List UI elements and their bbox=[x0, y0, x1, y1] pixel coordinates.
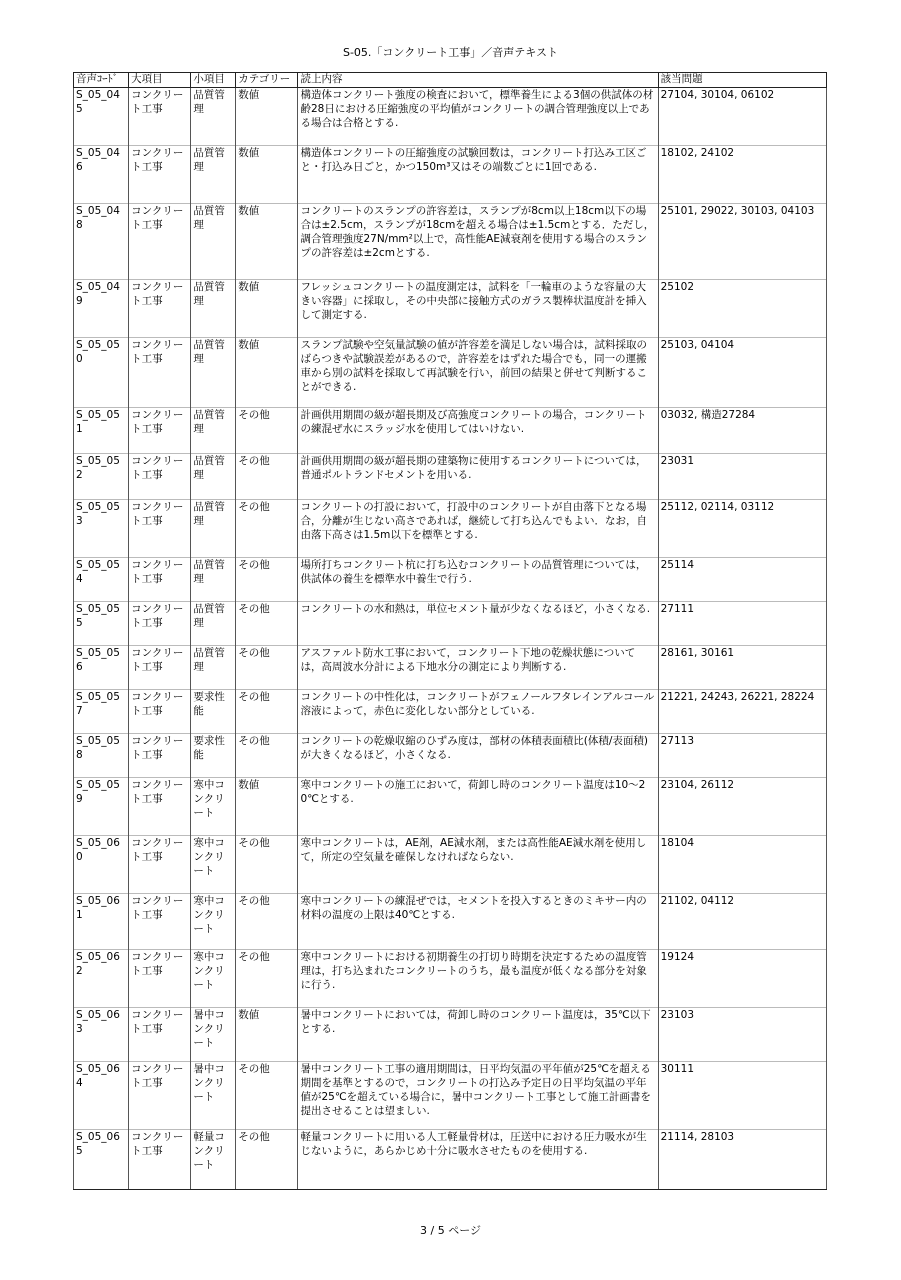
row-reading-text: コンクリートの乾燥収縮のひずみ度は，部材の体積表面積比(体積/表面積)が大きくなるほど，小さくなる. bbox=[298, 734, 658, 778]
row-category: その他 bbox=[236, 500, 298, 558]
table-row bbox=[74, 408, 827, 454]
row-minor-item: 暑中コンクリート bbox=[191, 1062, 236, 1130]
table-row bbox=[74, 950, 827, 1008]
row-question-numbers: 27104, 30104, 06102 bbox=[658, 88, 826, 146]
row-category: その他 bbox=[236, 894, 298, 950]
row-major-item: コンクリート工事 bbox=[129, 950, 191, 1008]
row-question-numbers: 27111 bbox=[658, 602, 826, 646]
row-code: S_05_057 bbox=[74, 690, 129, 734]
table-row bbox=[74, 280, 827, 338]
table-row bbox=[74, 894, 827, 950]
table-row bbox=[74, 204, 827, 280]
row-code: S_05_063 bbox=[74, 1008, 129, 1062]
row-major-item: コンクリート工事 bbox=[129, 690, 191, 734]
row-major-item: コンクリート工事 bbox=[129, 894, 191, 950]
page-header-title: S-05.「コンクリート工事」／音声テキスト bbox=[342, 46, 558, 59]
row-major-item: コンクリート工事 bbox=[129, 408, 191, 454]
row-reading-text: コンクリートの打設において，打設中のコンクリートが自由落下となる場合，分離が生じない高さであれば，継続して打ち込んでもよい．なお，自由落下高さは1.5m以下を標準とする. bbox=[298, 500, 658, 558]
row-code: S_05_049 bbox=[74, 280, 129, 338]
row-category: その他 bbox=[236, 454, 298, 500]
row-reading-text: 寒中コンクリートにおける初期養生の打切り時期を決定するための温度管理は，打ち込まれたコンクリートのうち，最も温度が低くなる部分を対象に行う. bbox=[298, 950, 658, 1008]
row-reading-text: コンクリートのスランプの許容差は，スランプが8cm以上18cm以下の場合は±2.5cm，スランプが18cmを超える場合は±1.5cmとする．ただし，調合管理強度27N/mm²以上で，高性能AE減衰剤を使用する場合のスランプの許容差は±2cmとする. bbox=[298, 204, 658, 280]
row-code: S_05_060 bbox=[74, 836, 129, 894]
table-row bbox=[74, 500, 827, 558]
page-number: 3 / 5 ページ bbox=[420, 1224, 481, 1237]
row-code: S_05_062 bbox=[74, 950, 129, 1008]
row-question-numbers: 27113 bbox=[658, 734, 826, 778]
row-major-item: コンクリート工事 bbox=[129, 734, 191, 778]
column-header-category: カテゴリー bbox=[236, 73, 298, 88]
row-reading-text: フレッシュコンクリートの温度測定は，試料を「一輪車のような容量の大きい容器」に採取し，その中央部に接触方式のガラス製棒状温度計を挿入して測定する. bbox=[298, 280, 658, 338]
row-code: S_05_050 bbox=[74, 338, 129, 408]
row-code: S_05_052 bbox=[74, 454, 129, 500]
row-reading-text: 軽量コンクリートに用いる人工軽量骨材は，圧送中における圧力吸水が生じないように，あらかじめ十分に吸水させたものを使用する. bbox=[298, 1130, 658, 1190]
row-major-item: コンクリート工事 bbox=[129, 1008, 191, 1062]
row-major-item: コンクリート工事 bbox=[129, 646, 191, 690]
row-major-item: コンクリート工事 bbox=[129, 88, 191, 146]
row-reading-text: 暑中コンクリート工事の適用期間は，日平均気温の平年値が25℃を超える期間を基準とするので，コンクリートの打込み予定日の日平均気温の平年値が25℃を超えている場合に，暑中コンクリート工事として施工計画書を提出させることは望ましい. bbox=[298, 1062, 658, 1130]
row-question-numbers: 21114, 28103 bbox=[658, 1130, 826, 1190]
table-row bbox=[74, 734, 827, 778]
audio-text-table bbox=[73, 72, 827, 1190]
table-row bbox=[74, 836, 827, 894]
row-question-numbers: 03032, 構造27284 bbox=[658, 408, 826, 454]
row-category: 数値 bbox=[236, 778, 298, 836]
row-question-numbers: 21221, 24243, 26221, 28224 bbox=[658, 690, 826, 734]
row-major-item: コンクリート工事 bbox=[129, 778, 191, 836]
row-minor-item: 軽量コンクリート bbox=[191, 1130, 236, 1190]
row-reading-text: 暑中コンクリートにおいては，荷卸し時のコンクリート温度は，35℃以下とする. bbox=[298, 1008, 658, 1062]
row-question-numbers: 25102 bbox=[658, 280, 826, 338]
row-category: その他 bbox=[236, 1130, 298, 1190]
row-minor-item: 要求性能 bbox=[191, 690, 236, 734]
row-question-numbers: 23104, 26112 bbox=[658, 778, 826, 836]
row-code: S_05_048 bbox=[74, 204, 129, 280]
table-header-row bbox=[74, 73, 827, 88]
row-question-numbers: 25103, 04104 bbox=[658, 338, 826, 408]
row-category: その他 bbox=[236, 408, 298, 454]
row-major-item: コンクリート工事 bbox=[129, 558, 191, 602]
row-reading-text: コンクリートの水和熱は，単位セメント量が少なくなるほど，小さくなる. bbox=[298, 602, 658, 646]
row-minor-item: 暑中コンクリート bbox=[191, 1008, 236, 1062]
row-major-item: コンクリート工事 bbox=[129, 836, 191, 894]
row-question-numbers: 18104 bbox=[658, 836, 826, 894]
row-category: その他 bbox=[236, 836, 298, 894]
table-row bbox=[74, 646, 827, 690]
row-minor-item: 寒中コンクリート bbox=[191, 894, 236, 950]
row-minor-item: 品質管理 bbox=[191, 558, 236, 602]
row-question-numbers: 25114 bbox=[658, 558, 826, 602]
row-reading-text: 計画供用期間の級が超長期及び高強度コンクリートの場合，コンクリートの練混ぜ水にスラッジ水を使用してはいけない. bbox=[298, 408, 658, 454]
row-major-item: コンクリート工事 bbox=[129, 454, 191, 500]
row-major-item: コンクリート工事 bbox=[129, 602, 191, 646]
row-category: その他 bbox=[236, 1062, 298, 1130]
row-category: その他 bbox=[236, 558, 298, 602]
table-row bbox=[74, 88, 827, 146]
table-row bbox=[74, 690, 827, 734]
row-question-numbers: 21102, 04112 bbox=[658, 894, 826, 950]
row-reading-text: スランプ試験や空気量試験の値が許容差を満足しない場合は，試料採取のばらつきや試験誤差があるので，許容差をはずれた場合でも，同一の運搬車から別の試料を採取して再試験を行い，前回の結果と併せて判断することができる. bbox=[298, 338, 658, 408]
row-code: S_05_055 bbox=[74, 602, 129, 646]
row-major-item: コンクリート工事 bbox=[129, 146, 191, 204]
row-category: その他 bbox=[236, 602, 298, 646]
row-major-item: コンクリート工事 bbox=[129, 1130, 191, 1190]
column-header-code: 音声ｺｰﾄﾞ bbox=[74, 73, 129, 88]
row-minor-item: 品質管理 bbox=[191, 500, 236, 558]
row-category: 数値 bbox=[236, 204, 298, 280]
row-reading-text: 場所打ちコンクリート杭に打ち込むコンクリートの品質管理については，供試体の養生を標準水中養生で行う. bbox=[298, 558, 658, 602]
row-question-numbers: 19124 bbox=[658, 950, 826, 1008]
row-major-item: コンクリート工事 bbox=[129, 1062, 191, 1130]
row-minor-item: 品質管理 bbox=[191, 88, 236, 146]
row-reading-text: 寒中コンクリートの施工において，荷卸し時のコンクリート温度は10～20℃とする. bbox=[298, 778, 658, 836]
row-major-item: コンクリート工事 bbox=[129, 338, 191, 408]
row-question-numbers: 25112, 02114, 03112 bbox=[658, 500, 826, 558]
row-minor-item: 寒中コンクリート bbox=[191, 778, 236, 836]
row-code: S_05_054 bbox=[74, 558, 129, 602]
row-minor-item: 品質管理 bbox=[191, 602, 236, 646]
table-body bbox=[74, 88, 827, 1190]
row-reading-text: コンクリートの中性化は，コンクリートがフェノールフタレインアルコール溶液によって，赤色に変化しない部分としている. bbox=[298, 690, 658, 734]
row-minor-item: 品質管理 bbox=[191, 204, 236, 280]
row-minor-item: 品質管理 bbox=[191, 454, 236, 500]
row-minor-item: 寒中コンクリート bbox=[191, 836, 236, 894]
row-question-numbers: 30111 bbox=[658, 1062, 826, 1130]
table-row bbox=[74, 1062, 827, 1130]
row-reading-text: 寒中コンクリートは，AE剤，AE減水剤，または高性能AE減水剤を使用して，所定の空気量を確保しなければならない. bbox=[298, 836, 658, 894]
table-row bbox=[74, 558, 827, 602]
row-reading-text: 構造体コンクリート強度の検査において，標準養生による3個の供試体の材齢28日における圧縮強度の平均値がコンクリートの調合管理強度以上である場合は合格とする. bbox=[298, 88, 658, 146]
row-category: 数値 bbox=[236, 338, 298, 408]
row-code: S_05_065 bbox=[74, 1130, 129, 1190]
row-reading-text: 寒中コンクリートの練混ぜでは，セメントを投入するときのミキサー内の材料の温度の上限は40℃とする. bbox=[298, 894, 658, 950]
table-row bbox=[74, 778, 827, 836]
row-code: S_05_059 bbox=[74, 778, 129, 836]
table-row bbox=[74, 602, 827, 646]
row-code: S_05_064 bbox=[74, 1062, 129, 1130]
row-major-item: コンクリート工事 bbox=[129, 280, 191, 338]
table-row bbox=[74, 1008, 827, 1062]
row-category: 数値 bbox=[236, 280, 298, 338]
row-minor-item: 品質管理 bbox=[191, 646, 236, 690]
row-minor-item: 品質管理 bbox=[191, 338, 236, 408]
row-category: 数値 bbox=[236, 1008, 298, 1062]
row-question-numbers: 23031 bbox=[658, 454, 826, 500]
row-category: その他 bbox=[236, 690, 298, 734]
row-question-numbers: 25101, 29022, 30103, 04103 bbox=[658, 204, 826, 280]
column-header-text: 読上内容 bbox=[298, 73, 658, 88]
table-row bbox=[74, 1130, 827, 1190]
row-minor-item: 寒中コンクリート bbox=[191, 950, 236, 1008]
row-code: S_05_061 bbox=[74, 894, 129, 950]
row-category: その他 bbox=[236, 646, 298, 690]
column-header-questions: 該当問題 bbox=[658, 73, 826, 88]
row-category: その他 bbox=[236, 734, 298, 778]
table-row bbox=[74, 454, 827, 500]
column-header-minor: 小項目 bbox=[191, 73, 236, 88]
row-reading-text: 計画供用期間の級が超長期の建築物に使用するコンクリートについては，普通ポルトランドセメントを用いる. bbox=[298, 454, 658, 500]
row-minor-item: 品質管理 bbox=[191, 146, 236, 204]
row-question-numbers: 28161, 30161 bbox=[658, 646, 826, 690]
row-question-numbers: 23103 bbox=[658, 1008, 826, 1062]
row-code: S_05_058 bbox=[74, 734, 129, 778]
table-row bbox=[74, 146, 827, 204]
column-header-major: 大項目 bbox=[129, 73, 191, 88]
table-row bbox=[74, 338, 827, 408]
row-reading-text: 構造体コンクリートの圧縮強度の試験回数は，コンクリート打込み工区ごと・打込み日ごと，かつ150m³又はその端数ごとに1回である. bbox=[298, 146, 658, 204]
row-code: S_05_045 bbox=[74, 88, 129, 146]
row-minor-item: 要求性能 bbox=[191, 734, 236, 778]
row-category: 数値 bbox=[236, 146, 298, 204]
row-reading-text: アスファルト防水工事において，コンクリート下地の乾燥状態については，高周波水分計による下地水分の測定により判断する. bbox=[298, 646, 658, 690]
row-major-item: コンクリート工事 bbox=[129, 204, 191, 280]
row-minor-item: 品質管理 bbox=[191, 280, 236, 338]
row-code: S_05_051 bbox=[74, 408, 129, 454]
row-minor-item: 品質管理 bbox=[191, 408, 236, 454]
row-code: S_05_056 bbox=[74, 646, 129, 690]
row-major-item: コンクリート工事 bbox=[129, 500, 191, 558]
row-category: その他 bbox=[236, 950, 298, 1008]
row-code: S_05_046 bbox=[74, 146, 129, 204]
row-question-numbers: 18102, 24102 bbox=[658, 146, 826, 204]
row-code: S_05_053 bbox=[74, 500, 129, 558]
row-category: 数値 bbox=[236, 88, 298, 146]
